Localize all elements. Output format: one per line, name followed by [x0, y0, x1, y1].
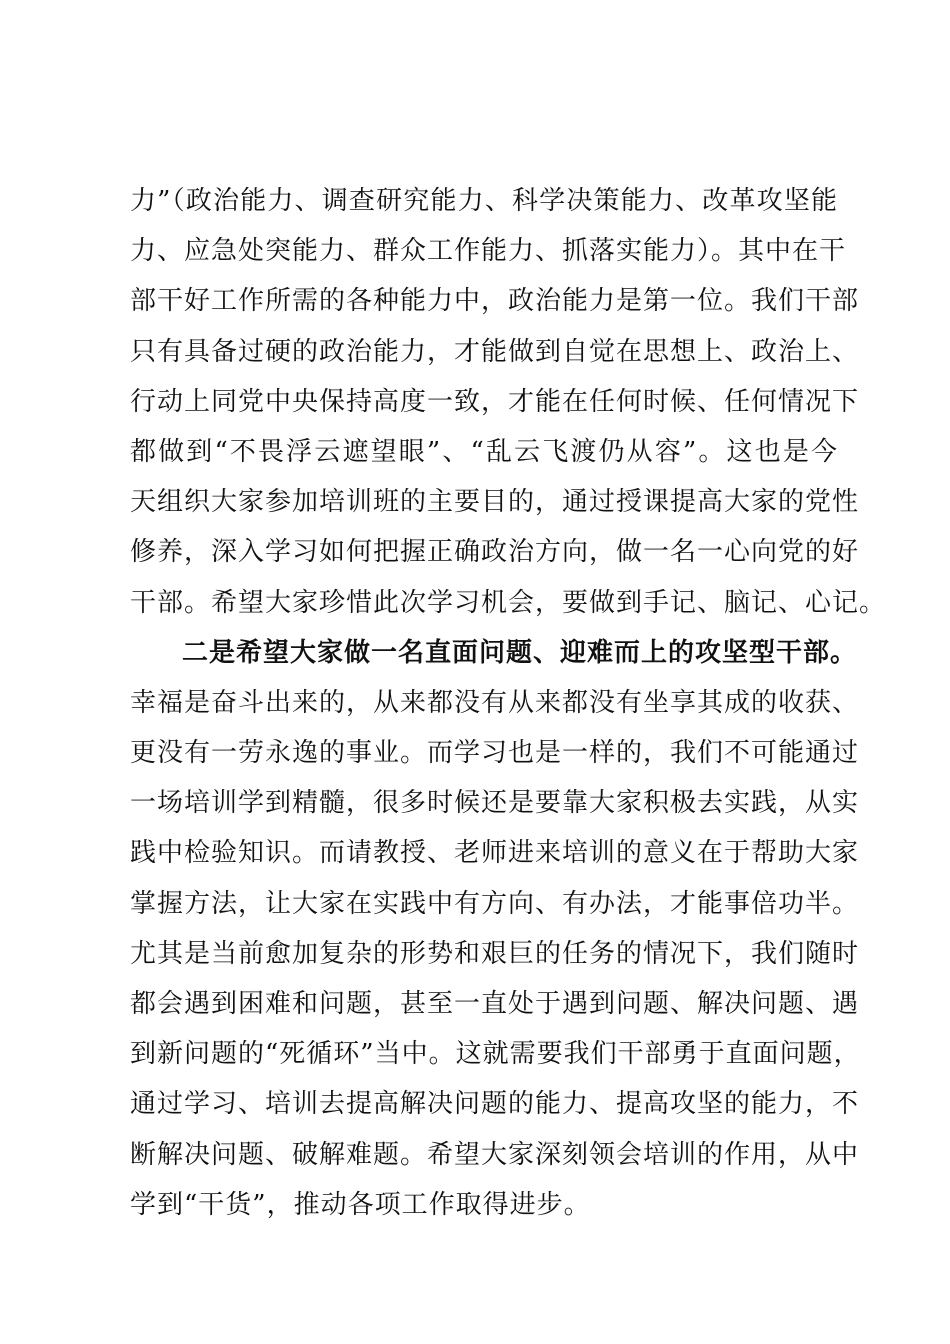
text-line: 力、应急处突能力、群众工作能力、抓落实能力）。其中在干 [130, 236, 847, 267]
text-line: 都做到“不畏浮云遮望眼”、“乱云飞渡仍从容”。这也是今 [130, 436, 838, 467]
text-line: 干部。希望大家珍惜此次学习机会，要做到手记、脑记、心记。 [130, 587, 887, 618]
text-line: 都会遇到困难和问题，甚至一直处于遇到问题、解决问题、遇 [130, 989, 860, 1019]
text-line: 修养，深入学习如何把握正确政治方向，做一名一心向党的好 [130, 537, 860, 568]
text-line: 掌握方法，让大家在实践中有方向、有办法，才能事倍功半。 [130, 888, 860, 919]
text-line: 只有具备过硬的政治能力，才能做到自觉在思想上、政治上、 [130, 336, 860, 367]
paragraph-problem-solving [130, 678, 861, 1230]
text-line: 幸福是奋斗出来的，从来都没有从来都没有坐享其成的收获、 [130, 687, 860, 718]
text-line: 断解决问题、破解难题。希望大家深刻领会培训的作用，从中 [130, 1139, 860, 1170]
text-line: 更没有一劳永逸的事业。而学习也是一样的，我们不可能通过 [130, 738, 860, 769]
text-line: 践中检验知识。而请教授、老师进来培训的意义在于帮助大家 [130, 838, 860, 869]
text-line: 学到“干货”，推动各项工作取得进步。 [130, 1189, 591, 1220]
text-line: 部干好工作所需的各种能力中，政治能力是第一位。我们干部 [130, 286, 860, 317]
text-line: 一场培训学到精髓，很多时候还是要靠大家积极去实践，从实 [130, 788, 860, 819]
text-line: 天组织大家参加培训班的主要目的，通过授课提高大家的党性 [130, 487, 860, 518]
text-line: 行动上同党中央保持高度一致，才能在任何时候、任何情况下 [130, 386, 860, 417]
section-heading: 二是希望大家做一名直面问题、迎难而上的攻坚型干部。 [182, 637, 858, 668]
body-text [130, 176, 887, 1230]
text-line: 通过学习、培训去提高解决问题的能力、提高攻坚的能力，不 [130, 1089, 860, 1120]
text-line: 到新问题的“死循环”当中。这就需要我们干部勇于直面问题， [130, 1039, 861, 1070]
text-line: 尤其是当前愈加复杂的形势和艰巨的任务的情况下，我们随时 [130, 938, 860, 969]
text-line: 力”（政治能力、调查研究能力、科学决策能力、改革攻坚能 [130, 186, 838, 216]
paragraph-political-ability [130, 176, 887, 628]
